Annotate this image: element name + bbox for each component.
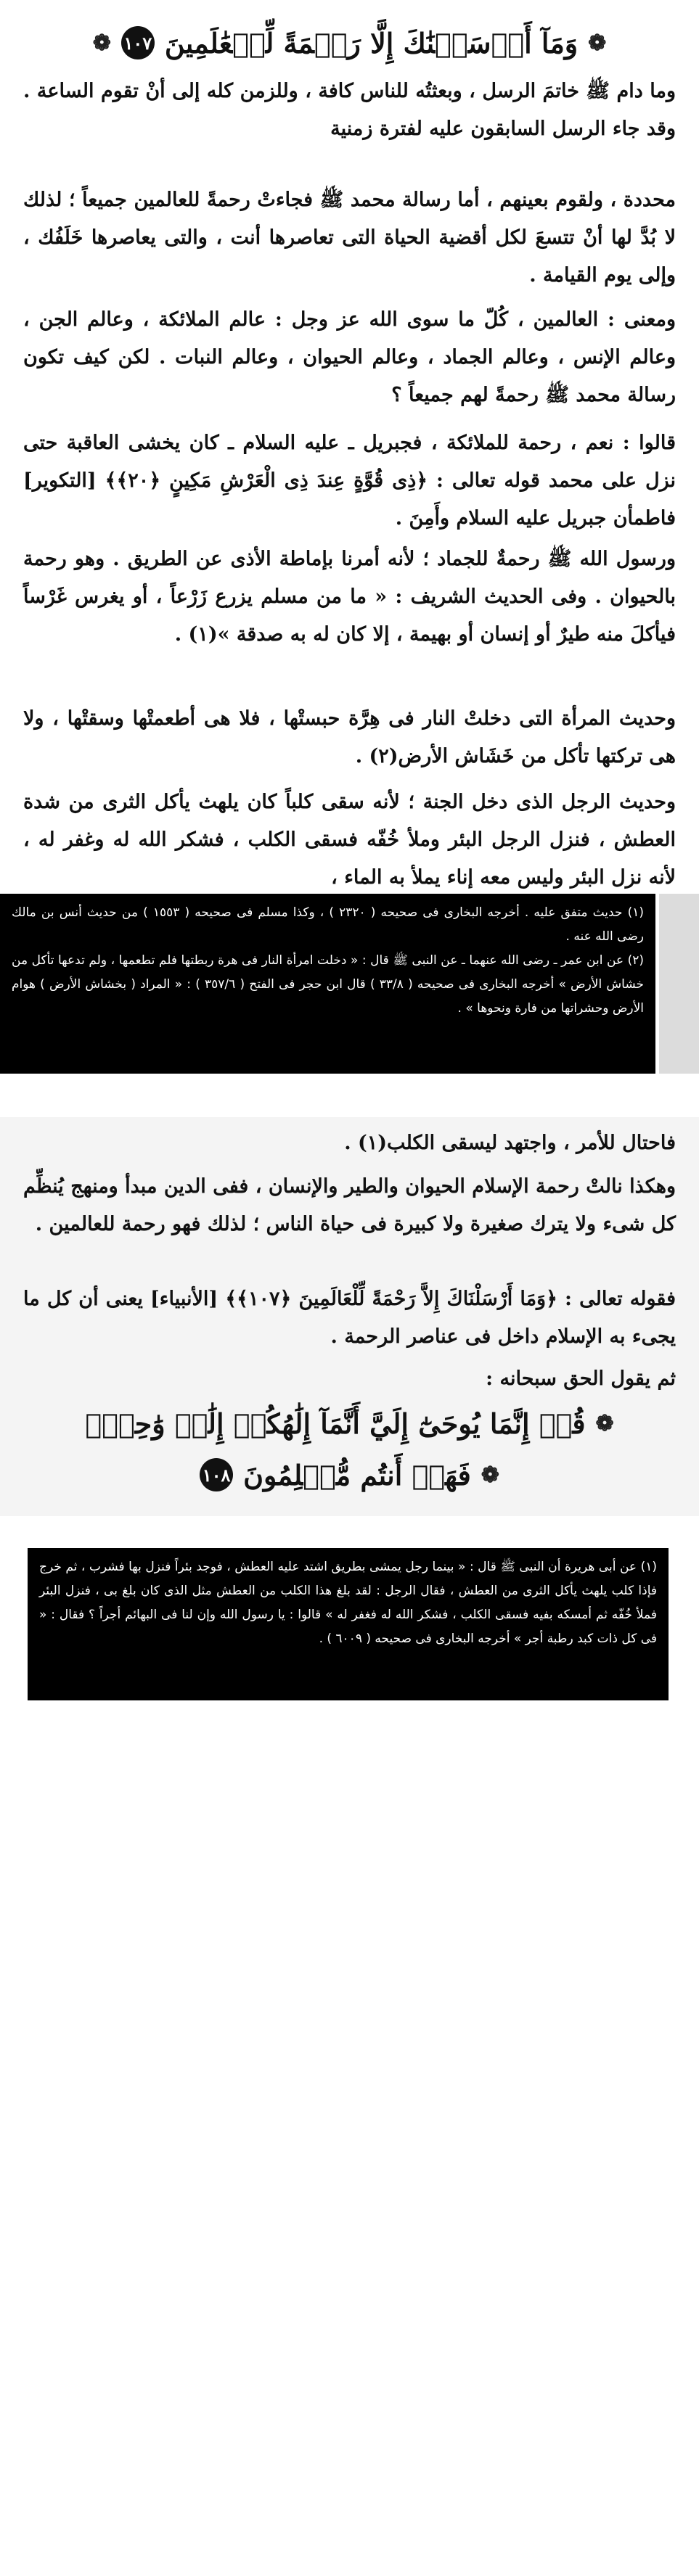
paragraph: وهكذا نالتْ رحمة الإسلام الحيوان والطير والإنسان ، ففى الدين مبدأ ومنهج يُنظِّم كل شىء ولا يترك صغيرة ولا كبيرة فى حياة الناس ؛ لذلك فهو رحمة للعالمين .: [23, 1175, 676, 1235]
page-1: [0, 0, 699, 894]
paragraph: فاحتال للأمر ، واجتهد ليسقى الكلب(١) .: [344, 1132, 676, 1154]
footnote: (١) حديث متفق عليه . أخرجه البخارى فى صحيحه ( ٢٣٢٠ ) ، وكذا مسلم فى صحيحه ( ١٥٥٣ ) من حديث أنس بن مالك رضى الله عنه .: [12, 905, 644, 944]
page-2: [0, 1117, 699, 1516]
footnote: (١) عن أبى هريرة أن النبى ﷺ قال : « بينما رجل يمشى بطريق اشتد عليه العطش ، فوجد بئراً فنزل بها فشرب ، ثم خرج فإذا كلب يلهث يأكل الثرى من العطش ، فقال الرجل : لقد بلغ هذا الكلب من العطش مثل الذى كان بلغ بى ، فنزل البئر فملأ خُفّه ثم أمسكه بفيه فسقى الكلب ، فشكر الله له فغفر له » قالوا : يا رسول الله وإن لنا فى البهائم أجراً ؟ فقال : « فى كل ذات كبد رطبة أجر » أخرجه البخارى فى صحيحه ( ٦٠٠٩ ) .: [39, 1560, 657, 1646]
ornament-icon: ❁: [595, 1411, 614, 1436]
paragraph: وما دام ﷺ خاتمَ الرسل ، وبعثتُه للناس كافة ، وللزمن كله إلى أنْ تقوم الساعة . وقد جاء الرسل السابقون عليه لفترة زمنية: [23, 80, 676, 140]
verse-number-badge: ١٠٨: [200, 1458, 233, 1491]
verse-number-badge: ١٠٧: [121, 26, 155, 59]
footnote: (٢) عن ابن عمر ـ رضى الله عنهما ـ عن النبى ﷺ قال : « دخلت امرأة النار فى هرة ربطتها فلم تطعمها ، ولم تدعها تأكل من خشاش الأرض » أخرجه البخارى فى صحيحه ( ٣٣/٨ ) قال ابن حجر فى الفتح ( ٣٥٧/٦ ) : « المراد ( بخشاش الأرض ) هوام الأرض وحشراتها من فارة ونحوها » .: [12, 953, 645, 1016]
scan-margin: [659, 894, 699, 1074]
paragraph: وحديث المرأة التى دخلتْ النار فى هِرَّة حبستْها ، فلا هى أطعمتْها وسقتْها ، ولا هى تركتها تأكل من خَشَاش الأرض(٢) .: [23, 707, 676, 768]
paragraph: ورسول الله ﷺ رحمةٌ للجماد ؛ لأنه أمرنا بإماطة الأذى عن الطريق . وهو رحمة بالحيوان . وفى الحديث الشريف : « ما من مسلم يزرع زَرْعاً ، أو يغرس غَرْساً فيأكلَ منه طيرٌ أو إنسان أو بهيمة ، إلا كان له به صدقة »(١) .: [23, 548, 676, 646]
verse-line: [44, 1458, 655, 1491]
paragraph: ومعنى : العالمين ، كُلّ ما سوى الله عز وجل : عالم الملائكة ، وعالم الجن ، وعالم الإنس ، وعالم الجماد ، وعالم الحيوان ، وعالم النبات . لكن كيف تكون رسالة محمد ﷺ رحمةً لهم جميعاً ؟: [23, 308, 676, 406]
paragraph: محددة ، ولقوم بعينهم ، أما رسالة محمد ﷺ فجاءتْ رحمةً للعالمين جميعاً ؛ لذلك لا بُدَّ لها أنْ تتسعَ لكل أقضية الحياة التى تعاصرها أنت ، والتى يعاصرها خَلَفُك ، وإلى يوم القيامة .: [23, 189, 676, 287]
verse-line: [44, 1407, 655, 1440]
footnotes-block: [0, 894, 655, 1074]
ornament-icon: ❁: [481, 1462, 499, 1488]
footnotes-block: [28, 1548, 669, 1700]
ornament-icon: ❁: [92, 30, 111, 56]
verse-text: فَهَلۡ أَنتُم مُّسۡلِمُونَ: [243, 1458, 471, 1491]
verse-header-text: وَمَآ أَرۡسَلۡنَٰكَ إِلَّا رَحۡمَةً لِّلۡعَٰلَمِينَ: [164, 26, 579, 59]
paragraph: ثم يقول الحق سبحانه :: [486, 1367, 676, 1390]
verse-text: قُلۡ إِنَّمَا يُوحَىٰٓ إِلَيَّ أَنَّمَآ إِلَٰهُكُمۡ إِلَٰهٞ وَٰحِدٞۖ: [85, 1407, 586, 1440]
verse-header: [44, 26, 655, 59]
ornament-icon: ❁: [588, 30, 607, 56]
paragraph: وحديث الرجل الذى دخل الجنة ؛ لأنه سقى كلباً كان يلهث يأكل الثرى من شدة العطش ، فنزل الرجل البئر وملأ خُفّه فسقى الكلب ، فشكر الله له وغفر له ، لأنه نزل البئر وليس معه إناء يملأ به الماء ،: [23, 791, 676, 889]
paragraph: قالوا : نعم ، رحمة للملائكة ، فجبريل ـ عليه السلام ـ كان يخشى العاقبة حتى نزل على محمد قوله تعالى : ﴿ذِى قُوَّةٍ عِندَ ذِى الْعَرْشِ مَكِينٍ ﴿٢٠﴾﴾ [التكوير] فاطمأن جبريل عليه السلام وأَمِنَ .: [23, 432, 676, 530]
paragraph: فقوله تعالى : ﴿وَمَا أَرْسَلْنَاكَ إِلاَّ رَحْمَةً لِّلْعَالَمِينَ ﴿١٠٧﴾﴾ [الأنبياء] يعنى أن كل ما يجىء به الإسلام داخل فى عناصر الرحمة .: [23, 1288, 676, 1348]
